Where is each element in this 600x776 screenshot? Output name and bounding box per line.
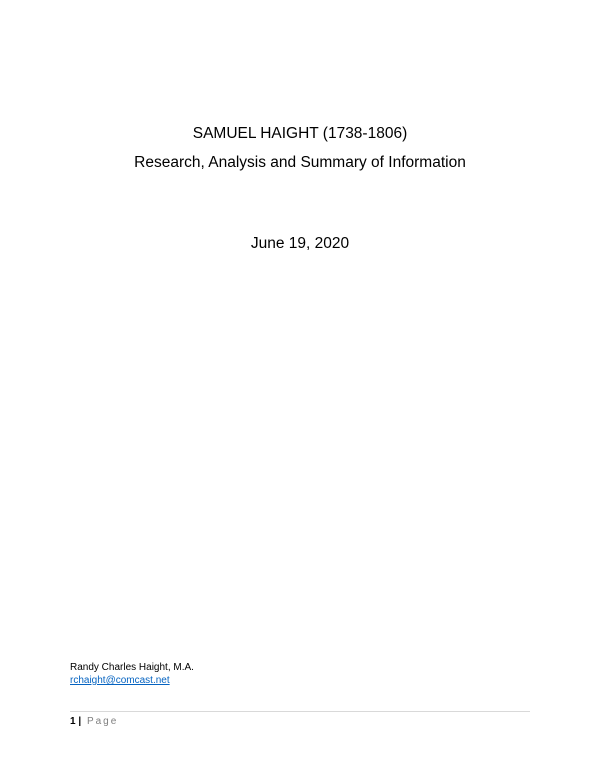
footer-separator: | (78, 716, 82, 727)
page-footer (70, 715, 118, 728)
author-name: Randy Charles Haight, M.A. (70, 662, 194, 673)
document-date: June 19, 2020 (250, 235, 350, 252)
document-title: SAMUEL HAIGHT (1738-1806) (192, 125, 408, 142)
document-subtitle: Research, Analysis and Summary of Information (134, 154, 466, 171)
author-email-link[interactable]: rchaight@comcast.net (70, 675, 170, 686)
footer-divider (70, 711, 530, 712)
page-number: 1 (70, 716, 76, 727)
page-label: Page (86, 716, 119, 727)
